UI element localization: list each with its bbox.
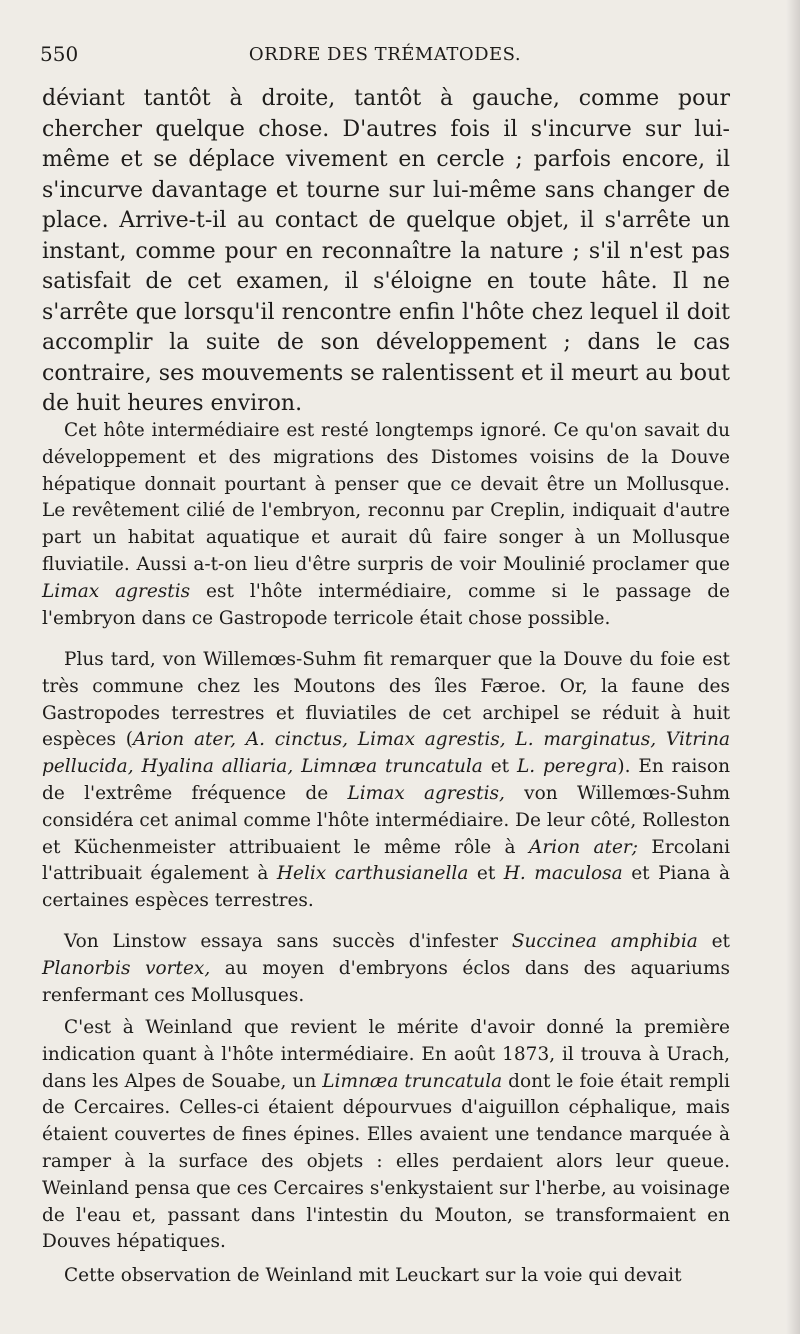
paragraph-intermediate-host: Cet hôte intermédiaire est resté longtemps ignoré. Ce qu'on savait du développement et des migrations des Distomes voisins de la Douve hépatique donnait pourtant à penser que ce devait être un Mollusque. Le revêtement cilié de l'embryon, reconnu par Creplin, indiquait d'autre part un habitat aquatique et aurait dû faire songer à un Mollusque fluviatile. Aussi a-t-on lieu d'être surpris de voir Moulinié proclamer que Limax agrestis est l'hôte intermédiaire, comme si le passage de l'embryon dans ce Gastropode terricole était chose possible. — [42, 420, 730, 629]
running-head: ORDRE DES TRÉMATODES. — [248, 44, 522, 65]
species-name: Limax agrestis, — [347, 782, 505, 804]
paragraph-weinland: C'est à Weinland que revient le mérite d'avoir donné la première indication quant à l'hôte intermédiaire. En août 1873, il trouva à Urach, dans les Alpes de Souabe, un Limnæa truncatula dont le foie était rempli de Cercaires. Celles-ci étaient dépourvues d'aiguillon céphalique, mais étaient couvertes de fines épines. Elles avaient une tendance marquée à ramper à la surface des objets : elles perdaient alors leur queue. Weinland pensa que ces Cercaires s'enkystaient sur l'herbe, au voisinage de l'eau et, passant dans l'intestin du Mouton, se transformaient en Douves hépatiques. — [42, 1017, 730, 1253]
page-header — [40, 42, 730, 74]
species-name: Helix carthusianella — [276, 863, 469, 885]
species-name: L. peregra — [517, 756, 618, 778]
species-list: Arion ater, A. cinctus, Limax agrestis, L. marginatus, Vitrina pellucida, Hyalina alliaria, Limnæa truncatula — [42, 729, 731, 778]
page-edge-shadow — [786, 0, 800, 1334]
page-number: 550 — [40, 42, 79, 66]
paragraph-continuation: déviant tantôt à droite, tantôt à gauche, comme pour chercher quelque chose. D'autres fois il s'incurve sur lui-même et se déplace vivement en cercle ; parfois encore, il s'incurve davantage et tourne sur lui-même sans changer de place. Arrive-t-il au contact de quelque objet, il s'arrête un instant, comme pour en reconnaître la nature ; s'il n'est pas satisfait de cet examen, il s'éloigne en toute hâte. Il ne s'arrête que lorsqu'il rencontre enfin l'hôte chez lequel il doit accomplir la suite de son développement ; dans le cas contraire, ses mouvements se ralentissent et il meurt au bout de huit heures environ. — [42, 86, 730, 416]
species-name: H. maculosa — [503, 863, 623, 885]
species-name: Arion ater; — [528, 836, 638, 858]
paragraph-willemoes-suhm: Plus tard, von Willemœs-Suhm fit remarquer que la Douve du foie est très commune chez les Moutons des îles Færoe. Or, la faune des Gastropodes terrestres et fluviatiles de cet archipel se réduit à huit espèces (Arion ater, A. cinctus, Limax agrestis, L. marginatus, Vitrina pellucida, Hyalina alliaria, Limnæa truncatula et L. peregra). En raison de l'extrême fréquence de Limax agrestis, von Willemœs-Suhm considéra cet animal comme l'hôte intermédiaire. De leur côté, Rolleston et Küchenmeister attribuaient le même rôle à Arion ater; Ercolani l'attribuait également à Helix carthusianella et H. maculosa et Piana à certaines espèces terrestres. — [42, 649, 731, 912]
species-name: Succinea amphibia — [511, 931, 698, 952]
species-name: Limnæa truncatula — [322, 1070, 503, 1092]
species-name: Limax agrestis — [42, 580, 191, 602]
paragraph-von-linstow: Von Linstow essaya sans succès d'infester Succinea amphibia et Planorbis vortex, au moyen d'embryons éclos dans des aquariums renfermant ces Mollusques. — [42, 931, 730, 1006]
paragraph-leuckart: Cette observation de Weinland mit Leuckart sur la voie qui devait — [64, 1265, 682, 1286]
species-name: Planorbis vortex, — [42, 957, 211, 979]
